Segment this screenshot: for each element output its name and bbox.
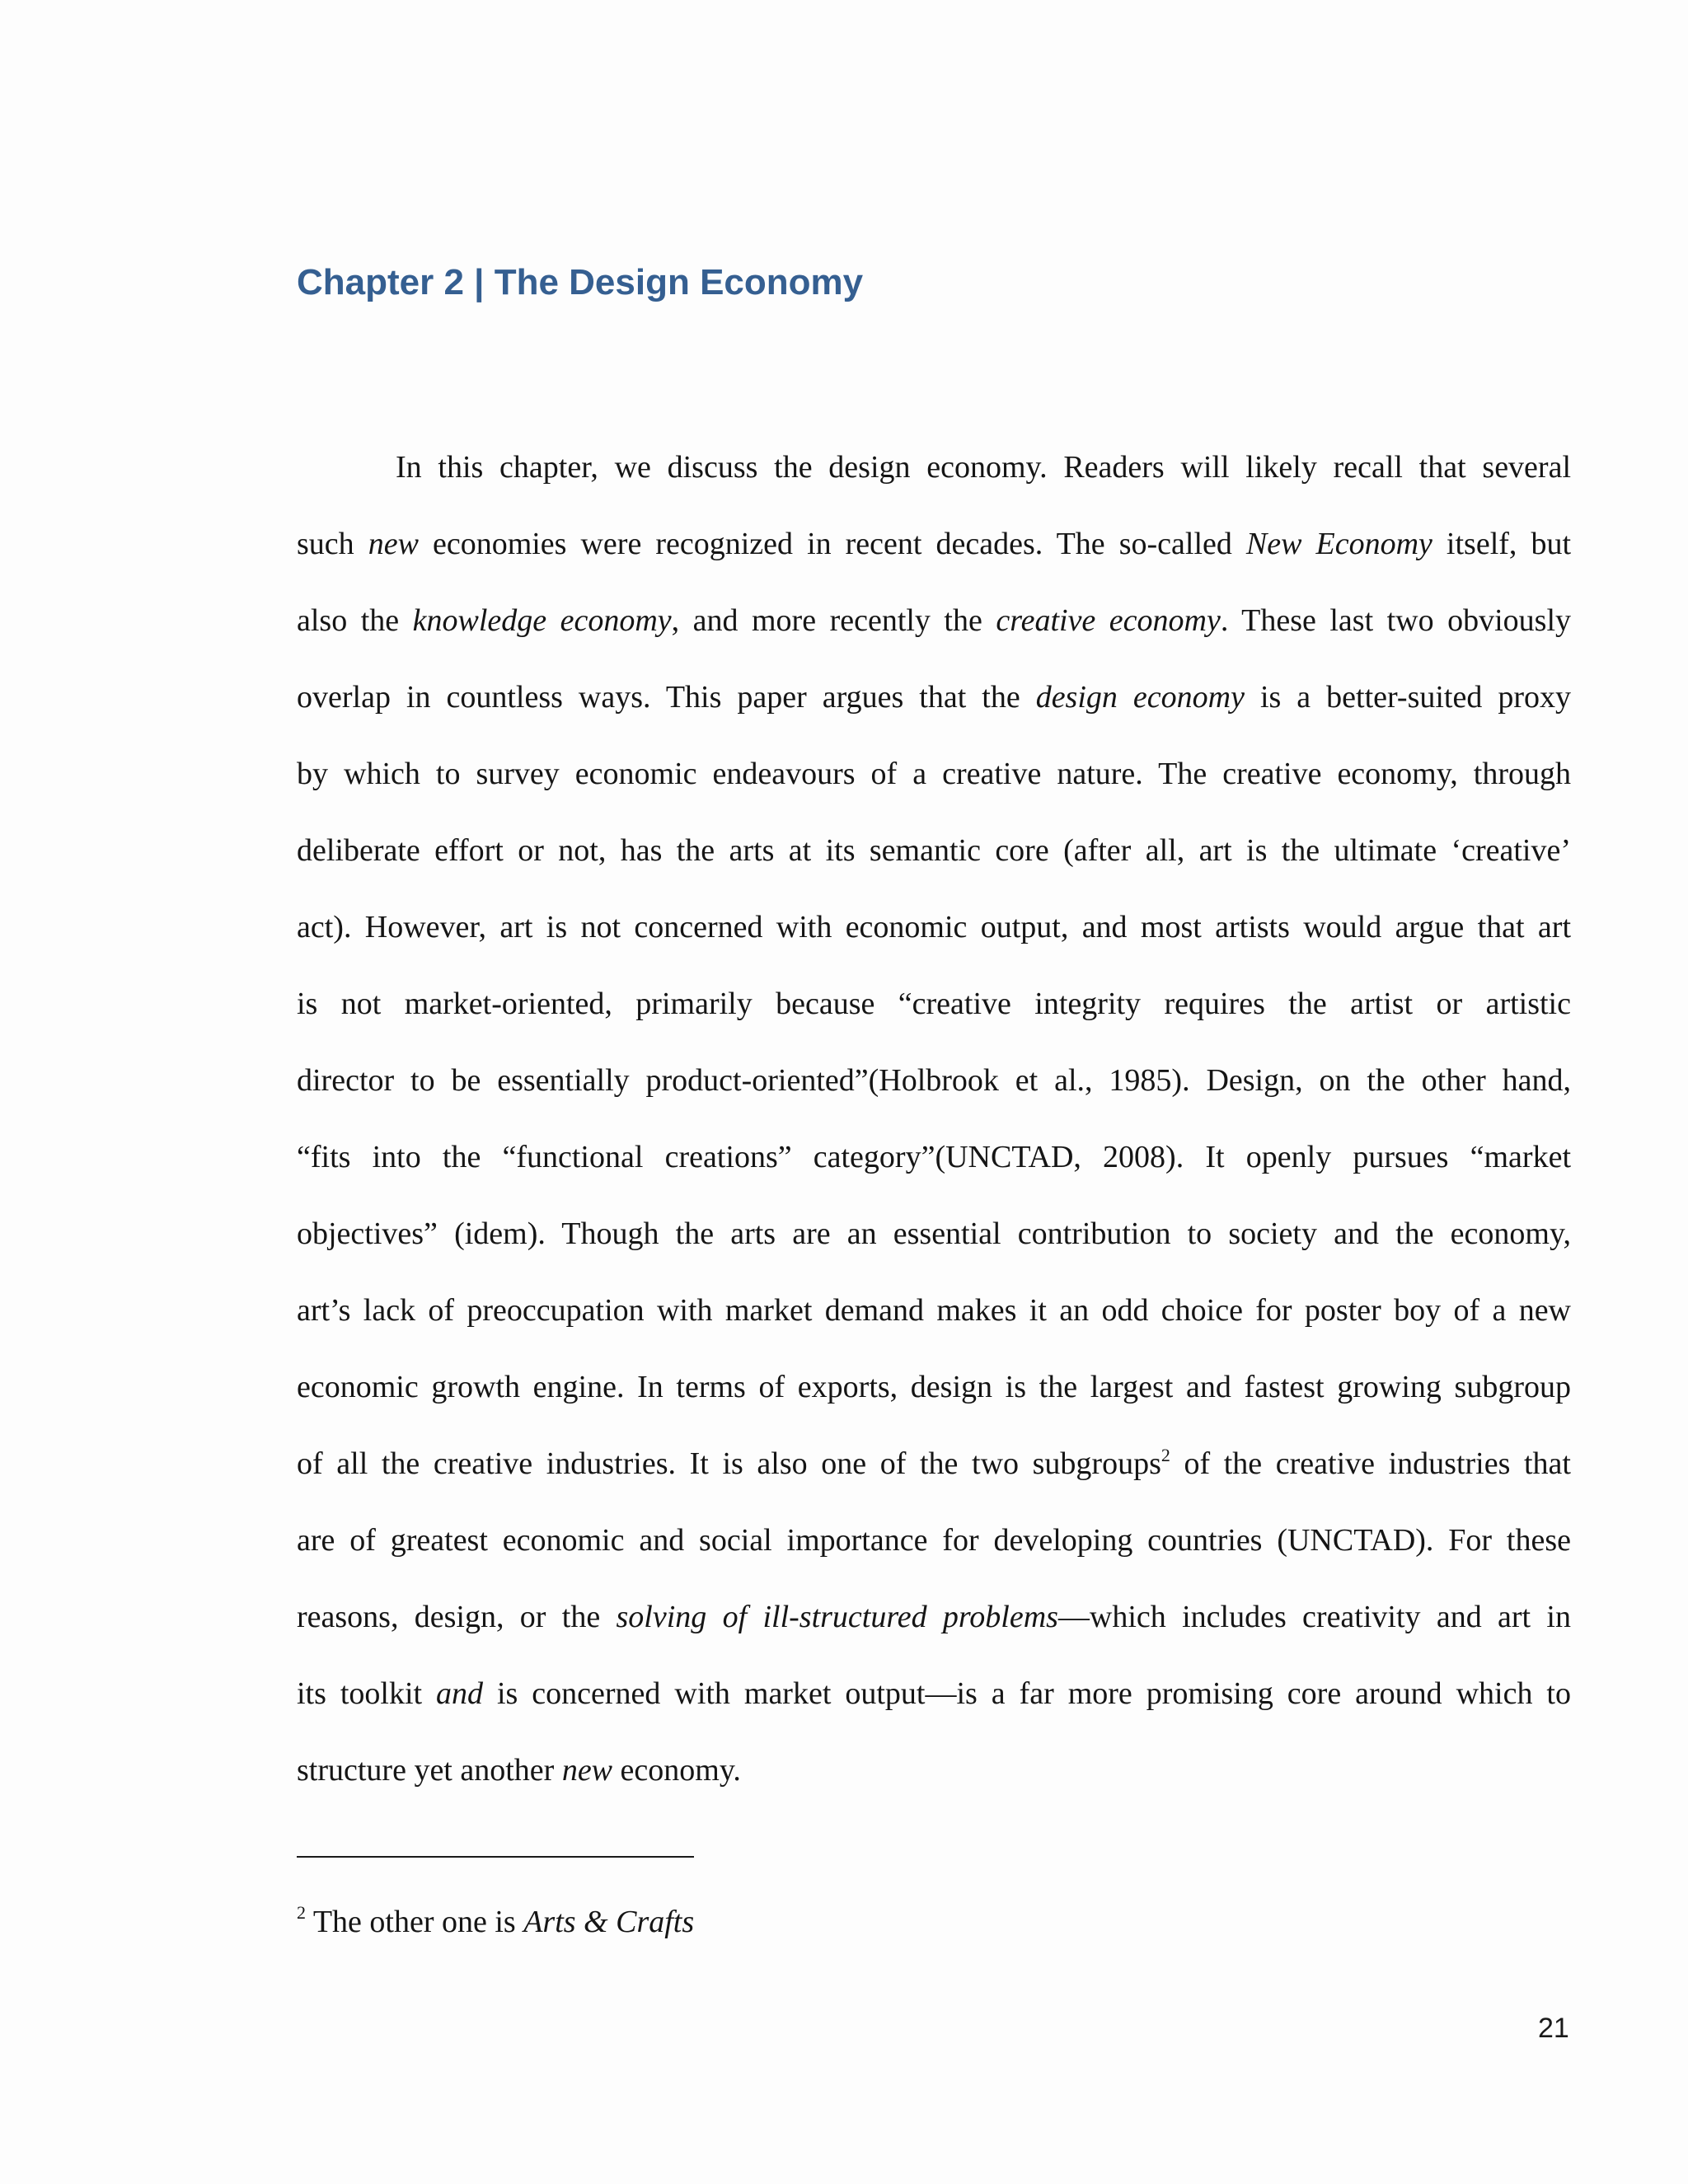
italic-term: solving of ill-structured problems	[616, 1600, 1058, 1634]
text-run: its toolkit	[297, 1676, 437, 1711]
text-run: objectives” (idem). Though the arts are an essential contribution to society and the economy,	[297, 1216, 1571, 1251]
italic-term: new	[368, 527, 419, 561]
text-run: is concerned with market output—is a far more promising core around which to	[483, 1676, 1571, 1711]
text-line	[297, 589, 1571, 666]
text-line	[297, 436, 1571, 513]
text-line	[297, 1356, 1571, 1432]
italic-term: creative economy	[996, 603, 1221, 638]
text-run: economic growth engine. In terms of exports, design is the largest and fastest growing subgroup	[297, 1370, 1571, 1404]
footnote-text: The other one is	[312, 1905, 524, 1939]
italic-term: and	[436, 1676, 484, 1711]
text-line	[297, 743, 1571, 819]
text-run: overlap in countless ways. This paper argues that the	[297, 680, 1036, 715]
text-run: , and more recently the	[671, 603, 996, 638]
text-run: In this chapter, we discuss the design economy. Readers will likely recall that several	[396, 450, 1571, 485]
italic-term: New Economy	[1245, 527, 1432, 561]
footnote	[297, 1904, 694, 1940]
text-run: “fits into the “functional creations” category”(UNCTAD, 2008). It openly pursues “market	[297, 1140, 1571, 1174]
italic-term: knowledge economy	[412, 603, 672, 638]
italic-term: new	[561, 1753, 613, 1788]
text-run: art’s lack of preoccupation with market demand makes it an odd choice for poster boy of a new	[297, 1293, 1571, 1328]
text-run: of all the creative industries. It is also one of the two subgroups	[297, 1446, 1161, 1481]
text-run: economy.	[612, 1753, 741, 1788]
text-run: by which to survey economic endeavours of a creative nature. The creative economy, through	[297, 757, 1571, 791]
footnote-italic: Arts & Crafts	[523, 1905, 695, 1939]
text-line	[297, 1662, 1571, 1739]
text-run: itself, but	[1432, 527, 1571, 561]
text-run: deliberate effort or not, has the arts at its semantic core (after all, art is the ultimate ‘creative’	[297, 833, 1571, 868]
text-run: —which includes creativity and art in	[1057, 1600, 1571, 1634]
text-run: are of greatest economic and social importance for developing countries (UNCTAD). For these	[297, 1523, 1571, 1558]
text-line	[297, 1586, 1571, 1662]
text-run: is a better-suited proxy	[1244, 680, 1571, 715]
text-line	[297, 896, 1571, 972]
italic-term: design economy	[1035, 680, 1245, 715]
text-line	[297, 513, 1571, 589]
body-paragraph	[297, 436, 1571, 1816]
text-run: director to be essentially product-oriented”(Holbrook et al., 1985). Design, on the other hand,	[297, 1063, 1571, 1098]
footnote-marker: 2	[297, 1902, 306, 1923]
text-line	[297, 1432, 1571, 1509]
text-run: of the creative industries that	[1170, 1446, 1571, 1481]
text-line	[297, 1739, 1571, 1816]
text-run: reasons, design, or the	[297, 1600, 617, 1634]
footnote-reference: 2	[1160, 1445, 1170, 1465]
text-run: act). However, art is not concerned with economic output, and most artists would argue that art	[297, 910, 1571, 944]
text-line	[297, 1126, 1571, 1202]
text-run: also the	[297, 603, 413, 638]
text-run: economies were recognized in recent decades. The so-called	[418, 527, 1246, 561]
footnote-separator	[297, 1856, 694, 1858]
text-line	[297, 1279, 1571, 1356]
text-run: is not market-oriented, primarily because “creative integrity requires the artist or artistic	[297, 987, 1571, 1021]
text-line	[297, 666, 1571, 743]
text-run: structure yet another	[297, 1753, 562, 1788]
text-line	[297, 1509, 1571, 1586]
page-number: 21	[1538, 2013, 1569, 2044]
text-run: . These last two obviously	[1220, 603, 1572, 638]
text-line	[297, 972, 1571, 1049]
text-line	[297, 1202, 1571, 1279]
text-run: such	[297, 527, 368, 561]
text-line	[297, 1049, 1571, 1126]
text-line	[297, 819, 1571, 896]
chapter-title: Chapter 2 | The Design Economy	[297, 262, 864, 302]
